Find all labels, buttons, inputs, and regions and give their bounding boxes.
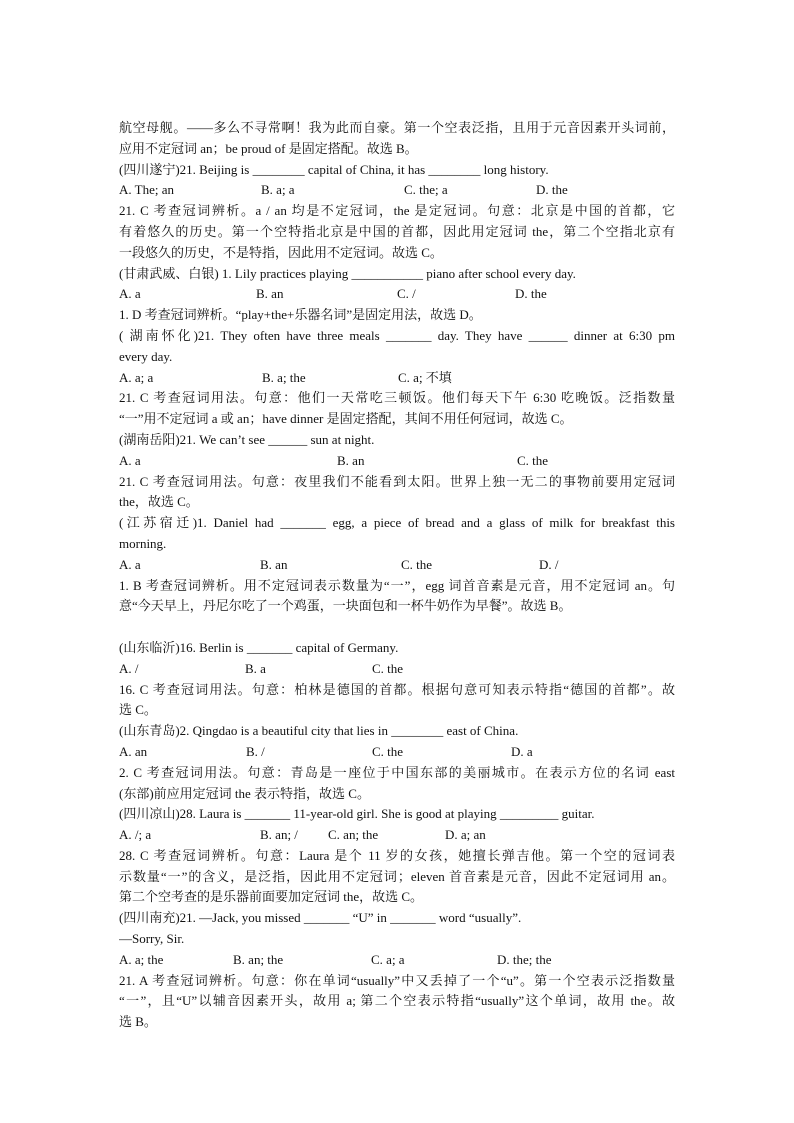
option: B. an; / [260,827,298,843]
option: B. / [246,743,265,759]
option: B. a; a [261,182,295,198]
question-stem: (甘肃武威、白银) 1. Lily practices playing ___________ piano after school every day. [119,265,576,281]
option: A. The; an [119,182,174,198]
option: C. the [517,452,549,468]
question-stem: every day. [119,348,173,364]
option: C. the [372,743,404,759]
options-row [119,555,675,576]
question-stem: —Sorry, Sir. [119,931,185,947]
explanation-line: 16. C 考查冠词用法。句意：柏林是德国的首都。根据句意可知表示特指“德国的首都”。故 [119,681,675,697]
explanation-line: 21. C 考查冠词用法。句意：夜里我们不能看到太阳。世界上独一无二的事物前要用定冠词 [119,473,675,489]
explanation-line: 21. C 考查冠词辨析。a / an 均是不定冠词，the 是定冠词。句意：北京是中国的首都，它 [119,203,675,219]
option: A. an [119,743,148,759]
option: C. a; 不填 [398,369,452,385]
option: B. a [245,660,266,676]
explanation-line: 1. B 考查冠词辨析。用不定冠词表示数量为“一”，egg 词首音素是元音，用不定冠词 an。句 [119,577,675,593]
option: A. / [119,660,139,676]
option: A. /; a [119,827,152,843]
question-stem: (山东临沂)16. Berlin is _______ capital of Germany. [119,639,399,655]
question-stem: ( 湖南怀化)21. They often have three meals _______ day. They have ______ dinner at 6:30 pm [119,327,675,343]
explanation-line: 28. C 考查冠词辨析。句意：Laura 是个 11 岁的女孩，她擅长弹吉他。第一个空的冠词表 [119,847,675,863]
options-row [119,284,675,305]
option: D. a [511,743,533,759]
option: C. the [372,660,404,676]
explanation-line: 2. C 考查冠词用法。句意：青岛是一座位于中国东部的美丽城市。在表示方位的名词 east [119,764,675,780]
option: C. the [401,556,433,572]
option: C. an; the [328,827,379,843]
option: A. a [119,556,141,572]
options-row [119,451,675,472]
option: C. the; a [404,182,448,198]
option: C. / [397,286,416,302]
options-row [119,659,675,680]
question-stem: (山东青岛)2. Qingdao is a beautiful city that lies in ________ east of China. [119,723,519,739]
explanation-line: 一段悠久的历史，不是特指，因此用不定冠词。故选 C。 [119,244,443,260]
text-line: 应用不定冠词 an；be proud of 是固定搭配。故选 B。 [119,140,418,156]
option: A. a [119,452,141,468]
explanation-line: 第二个空考查的是乐器前面要加定冠词 the，故选 C。 [119,889,424,905]
explanation-line: 意“今天早上，丹尼尔吃了一个鸡蛋，一块面包和一杯牛奶作为早餐”。故选 B。 [119,598,572,614]
option: A. a; the [119,951,164,967]
options-row [119,950,675,971]
question-stem: (四川凉山)28. Laura is _______ 11-year-old girl. She is good at playing _________ guitar. [119,806,595,822]
question-stem: (湖南岳阳)21. We can’t see ______ sun at night. [119,431,375,447]
options-row [119,742,675,763]
explanation-line: 选 B。 [119,1014,157,1030]
option: B. an [260,556,288,572]
document-page [119,118,675,1033]
option: D. the [536,182,568,198]
option: B. an; the [233,951,284,967]
option: C. a; a [371,951,405,967]
explanation-line: 有着悠久的历史。第一个空特指北京是中国的首都，因此用定冠词 the，第二个空指北京有 [119,223,675,239]
option: B. an [256,286,284,302]
question-stem: (江苏宿迁)1. Daniel had _______ egg, a piece of bread and a glass of milk for breakfast this [119,515,675,531]
explanation-line: 示数量“一”的含义，是泛指，因此用不定冠词；eleven 首音素是元音，因此不定冠词用 an。 [119,868,675,884]
option: D. the; the [497,951,552,967]
options-row [119,368,675,389]
explanation-line: 选 C。 [119,702,157,718]
option: A. a; a [119,369,154,385]
options-row [119,180,675,201]
question-stem: morning. [119,535,167,551]
explanation-line: (东部)前应用定冠词 the 表示特指，故选 C。 [119,785,370,801]
explanation-line: 21. C 考查冠词用法。句意：他们一天常吃三顿饭。他们每天下午 6:30 吃晚饭。泛指数量 [119,390,675,406]
option: B. an [337,452,365,468]
question-stem: (四川南充)21. —Jack, you missed _______ “U” in _______ word “usually”. [119,910,522,926]
question-stem: (四川遂宁)21. Beijing is ________ capital of China, it has ________ long history. [119,161,549,177]
explanation-line: “一”用不定冠词 a 或 an；have dinner 是固定搭配，其间不用任何冠词，故选 C。 [119,411,573,427]
option: D. / [539,556,559,572]
explanation-line: “一”，且“U”以辅音因素开头，故用 a; 第二个空表示特指“usually”这个单词，故用 the。故 [119,993,675,1009]
explanation-line: 1. D 考查冠词辨析。“play+the+乐器名词”是固定用法，故选 D。 [119,307,482,323]
explanation-line: the，故选 C。 [119,494,199,510]
option: B. a; the [262,369,306,385]
options-row [119,825,675,846]
option: D. a; an [445,827,486,843]
text-line: 航空母舰。——多么不寻常啊！我为此而自豪。第一个空表泛指，且用于元音因素开头词前， [119,120,675,135]
explanation-line: 21. A 考查冠词辨析。句意：你在单词“usually”中又丢掉了一个“u”。第一个空表示泛指数量 [119,972,675,988]
option: D. the [515,286,547,302]
option: A. a [119,286,141,302]
